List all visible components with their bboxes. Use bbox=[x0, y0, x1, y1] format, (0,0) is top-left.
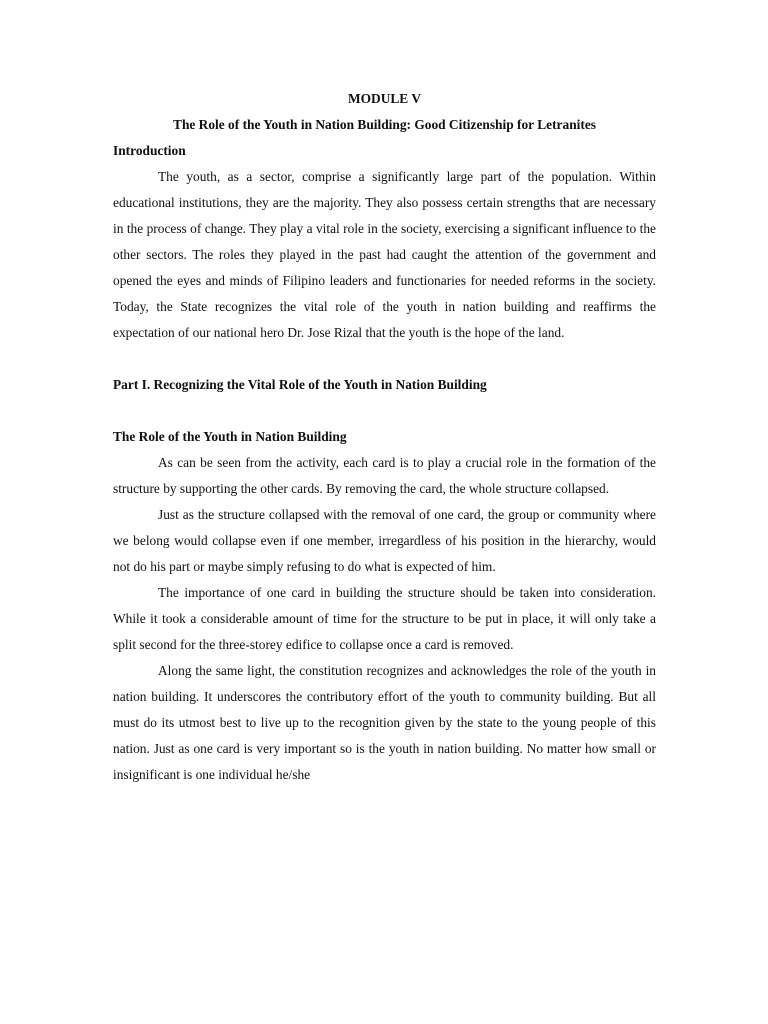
spacer bbox=[113, 346, 656, 372]
spacer bbox=[113, 398, 656, 424]
body-paragraph: The importance of one card in building the structure should be taken into consideration. While it took a considerable amount of time for the structure to be put in place, it will only take a split second for the three-storey edifice to collapse once a card is removed. bbox=[113, 585, 656, 652]
body-paragraph: As can be seen from the activity, each card is to play a crucial role in the formation of the structure by supporting the other cards. By removing the card, the whole structure collapsed. bbox=[113, 455, 656, 496]
introduction-heading: Introduction bbox=[113, 143, 186, 158]
body-paragraph: Along the same light, the constitution recognizes and acknowledges the role of the youth in nation building. It underscores the contributory effort of the youth to community building. But all must do its utmost best to live up to the recognition given by the state to the young people of this nation. Just as one card is very important so is the youth in nation building. No matter how small or insignificant is one individual he/she bbox=[113, 663, 656, 782]
document-subtitle: The Role of the Youth in Nation Building: Good Citizenship for Letranites bbox=[173, 117, 596, 132]
section-heading: The Role of the Youth in Nation Building bbox=[113, 429, 347, 444]
body-paragraph: Just as the structure collapsed with the removal of one card, the group or community where we belong would collapse even if one member, irregardless of his position in the hierarchy, would not do his part or maybe simply refusing to do what is expected of him. bbox=[113, 507, 656, 574]
part-one-heading: Part I. Recognizing the Vital Role of the Youth in Nation Building bbox=[113, 377, 487, 392]
module-title: MODULE V bbox=[347, 91, 422, 106]
introduction-paragraph: The youth, as a sector, comprise a significantly large part of the population. Within educational institutions, they are the majority. They also possess certain strengths that are necessary in the process of change. They play a vital role in the society, exercising a significant influence to the other sectors. The roles they played in the past had caught the attention of the government and opened the eyes and minds of Filipino leaders and functionaries for needed reforms in the society. Today, the State recognizes the vital role of the youth in nation building and reaffirms the expectation of our national hero Dr. Jose Rizal that the youth is the hope of the land. bbox=[113, 169, 656, 340]
document-page bbox=[113, 86, 656, 788]
